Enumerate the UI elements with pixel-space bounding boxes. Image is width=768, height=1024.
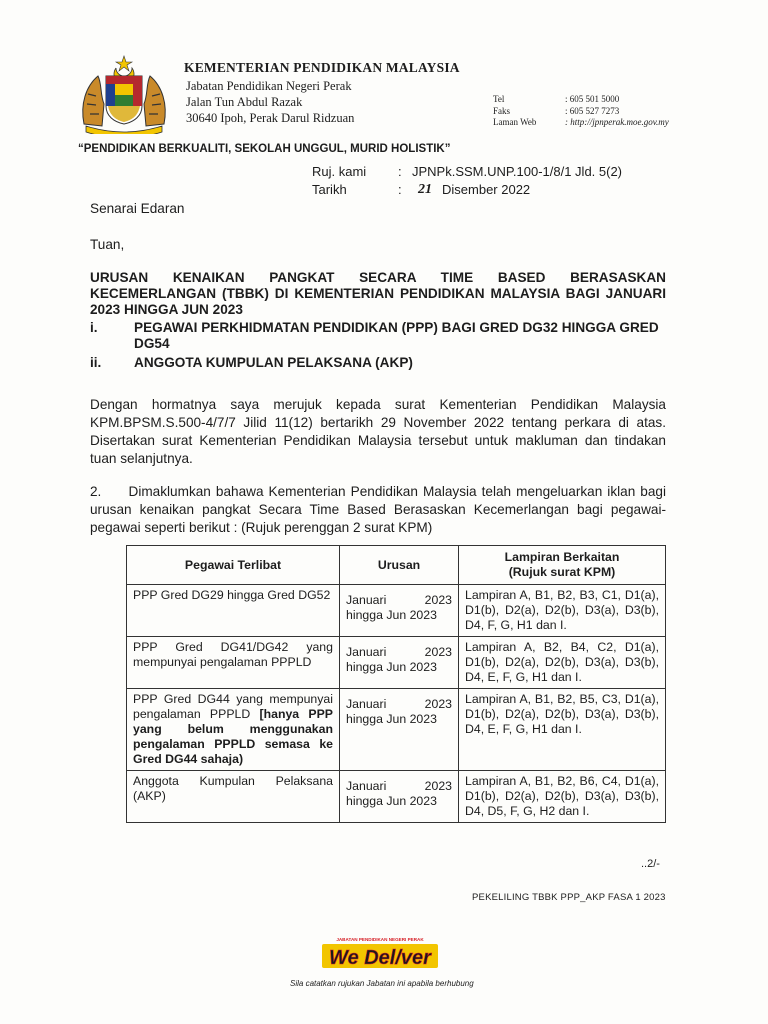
subject-item-text: PEGAWAI PERKHIDMATAN PENDIDIKAN (PPP) BAGI GRED DG32 HINGGA GRED DG54 — [134, 320, 659, 351]
ref-row — [312, 163, 622, 181]
contact-label: Laman Web — [493, 117, 537, 127]
urusan-line — [346, 593, 452, 608]
address-line: Jabatan Pendidikan Negeri Perak — [186, 79, 352, 93]
contact-fax — [493, 106, 669, 118]
date-row — [312, 181, 622, 199]
cell-text: 2023 — [424, 697, 452, 711]
subject-item — [90, 320, 666, 352]
header-line: (Rujuk surat KPM) — [508, 565, 616, 579]
date-label: Tarikh — [312, 182, 347, 197]
footer-code: PEKELILING TBBK PPP_AKP FASA 1 2023 — [472, 892, 666, 903]
table-row — [127, 585, 666, 637]
contact-label: Tel — [493, 94, 505, 104]
table-row — [127, 637, 666, 689]
cell-lampiran: Lampiran A, B2, B4, C2, D1(a), D1(b), D2(a), D2(b), D3(a), D3(b), D4, E, F, G, H1 dan I. — [459, 637, 666, 689]
svg-text:We Del/ver: We Del/ver — [329, 947, 431, 969]
contact-tel — [493, 94, 669, 106]
cell-text: PPP Gred DG29 hingga Gred DG52 — [133, 588, 331, 602]
salutation: Tuan, — [90, 237, 125, 252]
cell-text: Januari — [346, 697, 387, 711]
we-deliver-logo — [318, 934, 442, 970]
cell-text: hingga Jun 2023 — [346, 660, 437, 674]
cell-text: Januari — [346, 779, 387, 793]
cell-pegawai — [127, 637, 340, 689]
urusan-line — [346, 779, 452, 794]
website-link[interactable]: : http://jpnperak.moe.gov.my — [565, 117, 669, 127]
col-header-lampiran — [459, 546, 666, 585]
cell-lampiran: Lampiran A, B1, B2, B5, C3, D1(a), D1(b), D2(a), D2(b), D3(a), D3(b), D4, E, F, G, H1 dan I. — [459, 689, 666, 771]
page-continuation: ..2/- — [641, 858, 660, 870]
subject-title: URUSAN KENAIKAN PANGKAT SECARA TIME BASED BERASASKAN KECEMERLANGAN (TBBK) DI KEMENTERIAN PENDIDIKAN MALAYSIA BAGI JANUARI 2023 HINGGA JUN 2023 — [90, 270, 666, 317]
col-header-urusan: Urusan — [340, 546, 459, 585]
recipient: Senarai Edaran — [90, 201, 185, 216]
cell-text: PPP Gred DG41/DG42 yang mempunyai pengalaman PPPLD — [133, 640, 333, 669]
cell-text: hingga Jun 2023 — [346, 712, 437, 726]
table-row — [127, 771, 666, 823]
cell-urusan — [340, 585, 459, 637]
cell-text: Anggota Kumpulan Pelaksana (AKP) — [133, 774, 333, 803]
urusan-line — [346, 697, 452, 712]
cell-text: PPP Gred DG44 yang mempunyai pengalaman PPPLD — [133, 692, 333, 721]
cell-text: hingga Jun 2023 — [346, 794, 437, 808]
ministry-name: KEMENTERIAN PENDIDIKAN MALAYSIA — [184, 60, 460, 75]
subject-item-number: i. — [90, 320, 98, 335]
cell-pegawai — [127, 585, 340, 637]
date-value: Disember 2022 — [442, 182, 531, 197]
svg-text:JABATAN PENDIDIKAN NEGERI PERA: JABATAN PENDIDIKAN NEGERI PERAK — [336, 937, 424, 942]
contact-info — [493, 94, 669, 129]
reference-block — [312, 163, 622, 199]
date-colon: : — [398, 182, 402, 197]
col-header-pegawai: Pegawai Terlibat — [127, 546, 340, 585]
subject-item-number: ii. — [90, 355, 102, 370]
ref-colon: : — [398, 164, 402, 179]
subject-item-text: ANGGOTA KUMPULAN PELAKSANA (AKP) — [134, 355, 413, 370]
subject-block — [90, 270, 666, 371]
cell-lampiran: Lampiran A, B1, B2, B3, C1, D1(a), D1(b), D2(a), D2(b), D3(a), D3(b), D4, F, G, H1 dan I. — [459, 585, 666, 637]
cell-pegawai — [127, 771, 340, 823]
department-address — [186, 78, 354, 126]
address-line: 30640 Ipoh, Perak Darul Ridzuan — [186, 111, 355, 125]
footer-tagline: Sila catatkan rujukan Jabatan ini apabila berhubung — [290, 979, 474, 988]
ref-value: JPNPk.SSM.UNP.100-1/8/1 Jld. 5(2) — [412, 164, 623, 179]
header-line: Lampiran Berkaitan — [504, 550, 620, 564]
cell-urusan — [340, 689, 459, 771]
cell-lampiran: Lampiran A, B1, B2, B6, C4, D1(a), D1(b), D2(a), D2(b), D3(a), D3(b), D4, D5, F, G, H2 dan I. — [459, 771, 666, 823]
cell-text-bold: [hanya PPP yang belum menggunakan pengalaman PPPLD semasa ke Gred DG44 sahaja) — [133, 707, 333, 766]
paragraph-2: 2. Dimaklumkan bahawa Kementerian Pendidikan Malaysia telah mengeluarkan iklan bagi urusan kenaikan pangkat Secara Time Based Berasaskan Kecemerlangan bagi pegawai-pegawai seperti berikut : (Rujuk perenggan 2 surat KPM) — [90, 484, 666, 535]
cell-text: 2023 — [424, 593, 452, 607]
subject-item — [90, 355, 666, 371]
cell-urusan — [340, 637, 459, 689]
cell-text: Januari — [346, 593, 387, 607]
cell-text: 2023 — [424, 645, 452, 659]
cell-text: Januari — [346, 645, 387, 659]
table-header-row — [127, 546, 666, 585]
coat-of-arms-emblem — [78, 54, 170, 134]
contact-label: Faks — [493, 105, 511, 116]
cell-text: 2023 — [424, 779, 452, 793]
cell-pegawai — [127, 689, 340, 771]
date-day-handwritten: 21 — [418, 182, 432, 197]
address-line: Jalan Tun Abdul Razak — [186, 95, 303, 109]
cell-text: hingga Jun 2023 — [346, 608, 437, 622]
motto: “PENDIDIKAN BERKUALITI, SEKOLAH UNGGUL, MURID HOLISTIK” — [78, 143, 451, 155]
cell-urusan — [340, 771, 459, 823]
paragraph-1: Dengan hormatnya saya merujuk kepada surat Kementerian Pendidikan Malaysia KPM.BPSM.S.500-4/7/7 Jilid 11(12) bertarikh 29 November 2022 tentang perkara di atas. Disertakan surat Kementerian Pendidikan Malaysia tersebut untuk makluman dan tindakan tuan selanjutnya. — [90, 397, 666, 466]
contact-value: : 605 501 5000 — [565, 94, 620, 104]
urusan-line — [346, 645, 452, 660]
table-row — [127, 689, 666, 771]
attachment-table — [126, 545, 666, 823]
ref-label: Ruj. kami — [312, 164, 367, 179]
contact-value: : 605 527 7273 — [565, 105, 620, 116]
contact-web — [493, 117, 669, 129]
